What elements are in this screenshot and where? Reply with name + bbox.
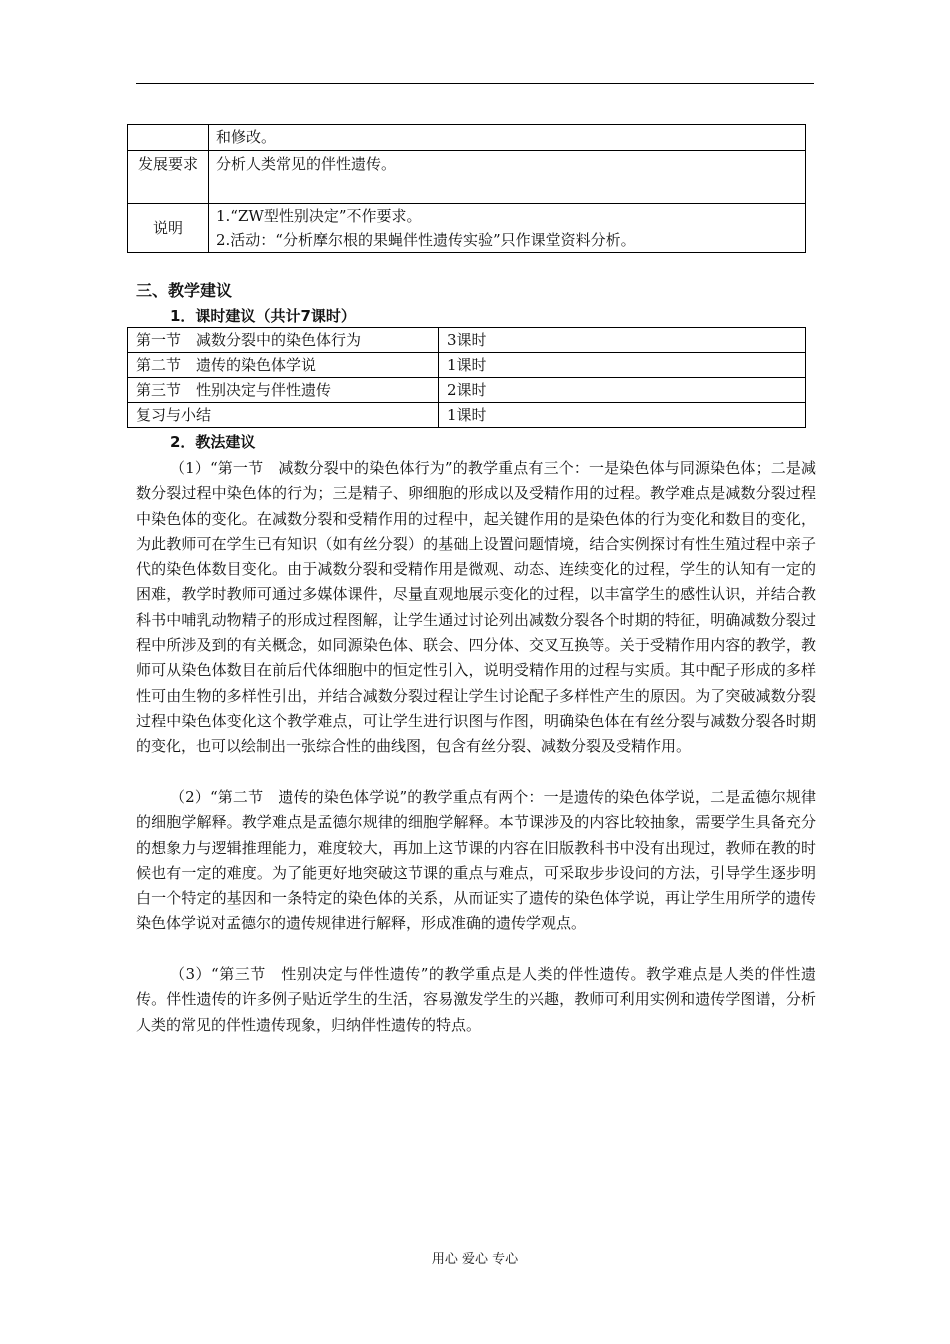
row-content — [209, 204, 806, 253]
table-row — [128, 353, 806, 378]
table-row — [128, 125, 806, 151]
lesson-name: 第一节 减数分裂中的染色体行为 — [128, 328, 439, 353]
table-row — [128, 378, 806, 403]
paragraph: （3）“第三节 性别决定与伴性遗传”的教学重点是人类的伴性遗传。教学难点是人类的伴性遗传。伴性遗传的许多例子贴近学生的生活，容易激发学生的兴趣，教师可利用实例和遗传学图谱，分析人类的常见的伴性遗传现象，归纳伴性遗传的特点。 — [136, 965, 816, 1034]
table-row — [128, 204, 806, 253]
table-row — [128, 151, 806, 204]
paragraph: （1）“第一节 减数分裂中的染色体行为”的教学重点有三个：一是染色体与同源染色体；二是减数分裂过程中染色体的行为；三是精子、卵细胞的形成以及受精作用的过程。教学难点是减数分裂过程中染色体的变化。在减数分裂和受精作用的过程中，起关键作用的是染色体的行为变化和数目的变化，为此教师可在学生已有知识（如有丝分裂）的基础上设置问题情境，结合实例探讨有性生殖过程中亲子代的染色体数目变化。由于减数分裂和受精作用是微观、动态、连续变化的过程，学生的认知有一定的困难，教学时教师可通过多媒体课件，尽量直观地展示变化的过程，以丰富学生的感性认识，并结合教科书中哺乳动物精子的形成过程图解，让学生通过讨论列出减数分裂各个时期的特征，明确减数分裂过程中所涉及到的有关概念，如同源染色体、联会、四分体、交叉互换等。关于受精作用内容的教学，教师可从染色体数目在前后代体细胞中的恒定性引入，说明受精作用的过程与实质。其中配子形成的多样性可由生物的多样性引出，并结合减数分裂过程让学生讨论配子多样性产生的原因。为了突破减数分裂过程中染色体变化这个教学难点，可让学生进行识图与作图，明确染色体在有丝分裂与减数分裂各时期的变化，也可以绘制出一张综合性的曲线图，包含有丝分裂、减数分裂及受精作用。 — [136, 459, 816, 756]
lesson-hours: 3课时 — [439, 328, 806, 353]
row-label: 发展要求 — [128, 151, 209, 204]
lesson-name: 复习与小结 — [128, 403, 439, 428]
lesson-name: 第二节 遗传的染色体学说 — [128, 353, 439, 378]
row-content — [209, 151, 806, 204]
table-row — [128, 328, 806, 353]
hours-table — [127, 327, 806, 428]
header-rule — [136, 83, 814, 84]
content-line: 和修改。 — [216, 128, 277, 146]
hours-heading: 1．课时建议（共计7课时） — [170, 307, 356, 325]
row-label: 说明 — [128, 204, 209, 253]
content-line: 1.“ZW型性别决定”不作要求。 — [216, 207, 422, 225]
section-heading: 三、教学建议 — [136, 281, 233, 300]
row-content — [209, 125, 806, 151]
lesson-hours: 1课时 — [439, 353, 806, 378]
content-line: 2.活动：“分析摩尔根的果蝇伴性遗传实验”只作课堂资料分析。 — [216, 231, 636, 249]
requirements-table — [127, 124, 806, 253]
lesson-hours: 1课时 — [439, 403, 806, 428]
table-row — [128, 403, 806, 428]
lesson-name: 第三节 性别决定与伴性遗传 — [128, 378, 439, 403]
paragraph: （2）“第二节 遗传的染色体学说”的教学重点有两个：一是遗传的染色体学说，二是孟德尔规律的细胞学解释。教学难点是孟德尔规律的细胞学解释。本节课涉及的内容比较抽象，需要学生具备充分的想象力与逻辑推理能力，难度较大，再加上这节课的内容在旧版教科书中没有出现过，教师在教的时候也有一定的难度。为了能更好地突破这节课的重点与难点，可采取步步设问的方法，引导学生逐步明白一个特定的基因和一条特定的染色体的关系，从而证实了遗传的染色体学说，再让学生用所学的遗传染色体学说对孟德尔的遗传规律进行解释，形成准确的遗传学观点。 — [136, 788, 816, 933]
content-line: 分析人类常见的伴性遗传。 — [216, 155, 397, 173]
row-label — [128, 125, 209, 151]
page-footer: 用心 爱心 专心 — [431, 1252, 519, 1267]
method-heading: 2．教法建议 — [170, 433, 256, 451]
lesson-hours: 2课时 — [439, 378, 806, 403]
